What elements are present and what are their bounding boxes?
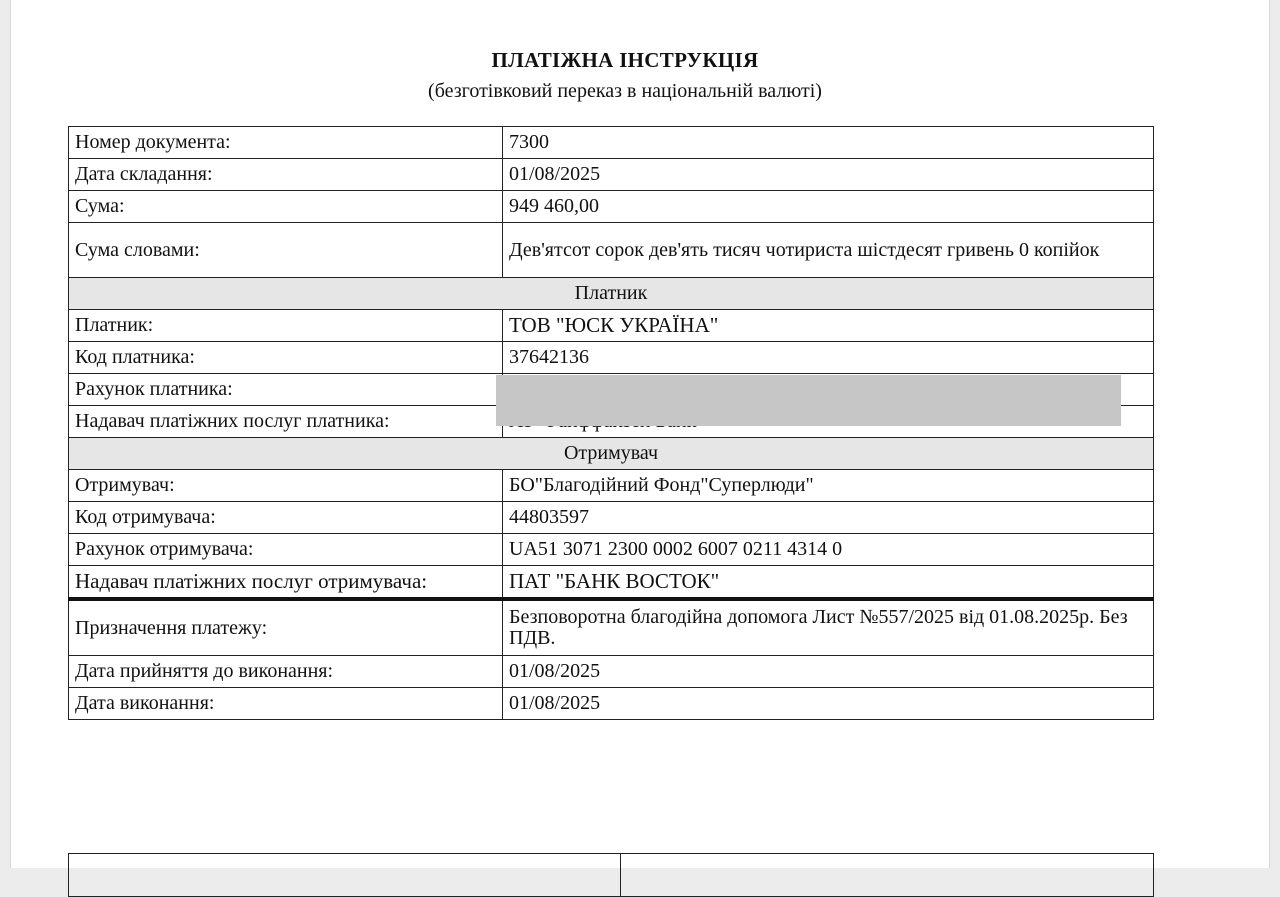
table-row xyxy=(69,854,1154,897)
purpose-value: Безповоротна благодійна допомога Лист №557/2025 від 01.08.2025р. Без ПДВ. xyxy=(503,599,1154,656)
recipient-section-heading: Отримувач xyxy=(69,438,1154,470)
table-row xyxy=(69,502,1154,534)
date-created-value: 01/08/2025 xyxy=(503,159,1154,191)
table-row xyxy=(69,159,1154,191)
document-title: ПЛАТІЖНА ІНСТРУКЦІЯ xyxy=(491,48,759,72)
redaction-box xyxy=(496,375,1121,426)
recipient-value: БО"Благодійний Фонд"Суперлюди" xyxy=(503,470,1154,502)
payer-account-label: Рахунок платника: xyxy=(69,374,503,406)
accepted-date-label: Дата прийняття до виконання: xyxy=(69,656,503,688)
table-row xyxy=(69,656,1154,688)
table-row xyxy=(69,127,1154,159)
payer-label: Платник: xyxy=(69,310,503,342)
recipient-code-label: Код отримувача: xyxy=(69,502,503,534)
doc-number-label: Номер документа: xyxy=(69,127,503,159)
payer-value: ТОВ "ЮСК УКРАЇНА" xyxy=(503,310,1154,342)
executed-date-label: Дата виконання: xyxy=(69,688,503,720)
date-created-label: Дата складання: xyxy=(69,159,503,191)
amount-words-label: Сума словами: xyxy=(69,223,503,278)
payer-bank-label: Надавач платіжних послуг платника: xyxy=(69,406,503,438)
table-row xyxy=(69,688,1154,720)
recipient-bank-value: ПАТ "БАНК ВОСТОК" xyxy=(503,566,1154,600)
recipient-account-label: Рахунок отримувача: xyxy=(69,534,503,566)
document-subtitle: (безготівковий переказ в національній валюті) xyxy=(428,80,822,102)
table-row xyxy=(69,342,1154,374)
document-page xyxy=(10,0,1270,868)
recipient-label: Отримувач: xyxy=(69,470,503,502)
recipient-bank-label: Надавач платіжних послуг отримувача: xyxy=(69,566,503,600)
table-row xyxy=(69,310,1154,342)
purpose-label: Призначення платежу: xyxy=(69,599,503,656)
accepted-date-value: 01/08/2025 xyxy=(503,656,1154,688)
table-row xyxy=(69,599,1154,656)
table-row xyxy=(69,223,1154,278)
table-row xyxy=(69,470,1154,502)
signature-cell-right xyxy=(621,854,1154,897)
recipient-code-value: 44803597 xyxy=(503,502,1154,534)
table-row xyxy=(69,534,1154,566)
payer-section-heading-row xyxy=(69,278,1154,310)
amount-label: Сума: xyxy=(69,191,503,223)
doc-number-value: 7300 xyxy=(503,127,1154,159)
recipient-account-value: UA51 3071 2300 0002 6007 0211 4314 0 xyxy=(503,534,1154,566)
payer-code-value: 37642136 xyxy=(503,342,1154,374)
payer-section-heading: Платник xyxy=(69,278,1154,310)
table-row xyxy=(69,191,1154,223)
signature-table xyxy=(68,853,1154,897)
amount-value: 949 460,00 xyxy=(503,191,1154,223)
signature-cell-left xyxy=(69,854,621,897)
amount-words-value: Дев'ятсот сорок дев'ять тисяч чотириста шістдесят гривень 0 копійок xyxy=(503,223,1154,278)
table-row xyxy=(69,566,1154,600)
executed-date-value: 01/08/2025 xyxy=(503,688,1154,720)
payer-code-label: Код платника: xyxy=(69,342,503,374)
recipient-section-heading-row xyxy=(69,438,1154,470)
